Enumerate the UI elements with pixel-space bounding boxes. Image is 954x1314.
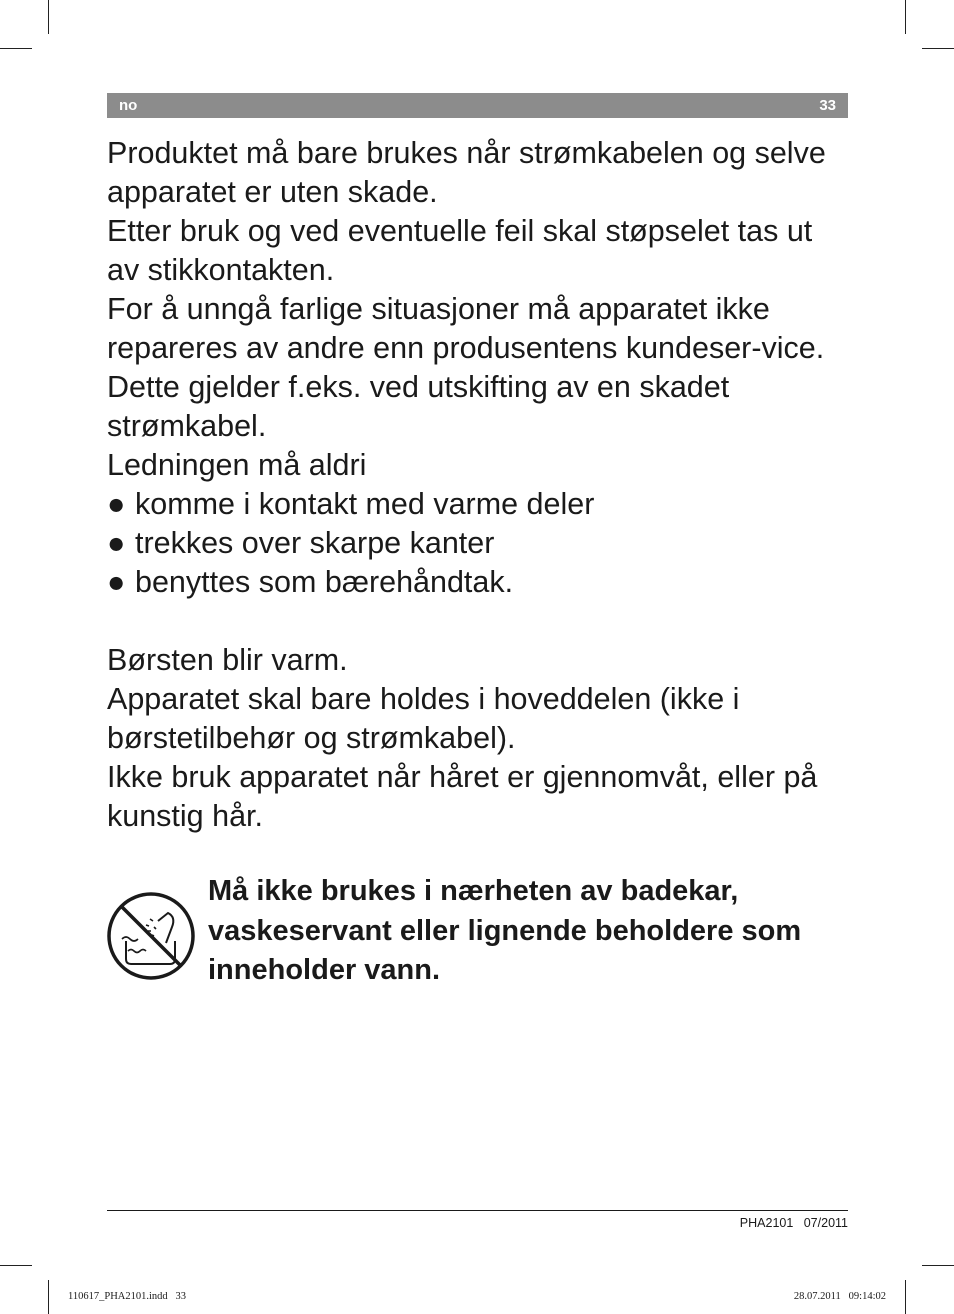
list-item (107, 485, 852, 524)
list-item (107, 524, 852, 563)
crop-mark (905, 0, 906, 34)
list-item (107, 563, 852, 602)
crop-mark (48, 0, 49, 34)
print-slug-timestamp: 28.07.2011 09:14:02 (793, 1291, 886, 1302)
paragraph: Børsten blir varm. (107, 643, 348, 677)
page-number: 33 (819, 97, 836, 114)
safety-instructions (107, 134, 852, 836)
paragraph: Apparatet skal bare holdes i hoveddelen (ikke i børstetilbehør og strømkabel). (107, 682, 740, 755)
no-water-icon (106, 891, 196, 981)
language-code: no (119, 97, 138, 114)
print-slug-file: 110617_PHA2101.indd 33 (68, 1291, 187, 1302)
list-item-text: trekkes over skarpe kanter (135, 526, 495, 560)
model-number: PHA2101 (739, 1216, 794, 1230)
paragraph: Etter bruk og ved eventuelle feil skal støpselet tas ut av stikkontakten. (107, 214, 813, 287)
bullet-icon: ● (107, 565, 126, 599)
paragraph: Ikke bruk apparatet når håret er gjennomvåt, eller på kunstig hår. (107, 760, 818, 833)
crop-mark (48, 1280, 49, 1314)
crop-mark (922, 48, 954, 49)
bullet-list (107, 485, 852, 602)
footer-divider (107, 1210, 848, 1211)
crop-mark (0, 1265, 32, 1266)
bullet-icon: ● (107, 526, 126, 560)
edition-date: 07/2011 (803, 1216, 848, 1230)
paragraph: Ledningen må aldri (107, 448, 367, 482)
list-item-text: komme i kontakt med varme deler (135, 487, 595, 521)
list-item-text: benyttes som bærehåndtak. (135, 565, 514, 599)
crop-mark (0, 48, 32, 49)
paragraph: For å unngå farlige situasjoner må apparatet ikke repareres av andre enn produsentens kundeser-vice. Dette gjelder f.eks. ved utskifting av en skadet strømkabel. (107, 292, 825, 443)
crop-mark (922, 1265, 954, 1266)
water-warning: Må ikke brukes i nærheten av badekar, vaskeservant eller lignende beholdere som inneholder vann. (208, 875, 802, 986)
paragraph: Produktet må bare brukes når strømkabelen og selve apparatet er uten skade. (107, 136, 826, 209)
spacer (107, 602, 852, 641)
footer-info (740, 1216, 848, 1230)
crop-mark (905, 1280, 906, 1314)
bullet-icon: ● (107, 487, 126, 521)
page-header-bar (107, 93, 848, 118)
